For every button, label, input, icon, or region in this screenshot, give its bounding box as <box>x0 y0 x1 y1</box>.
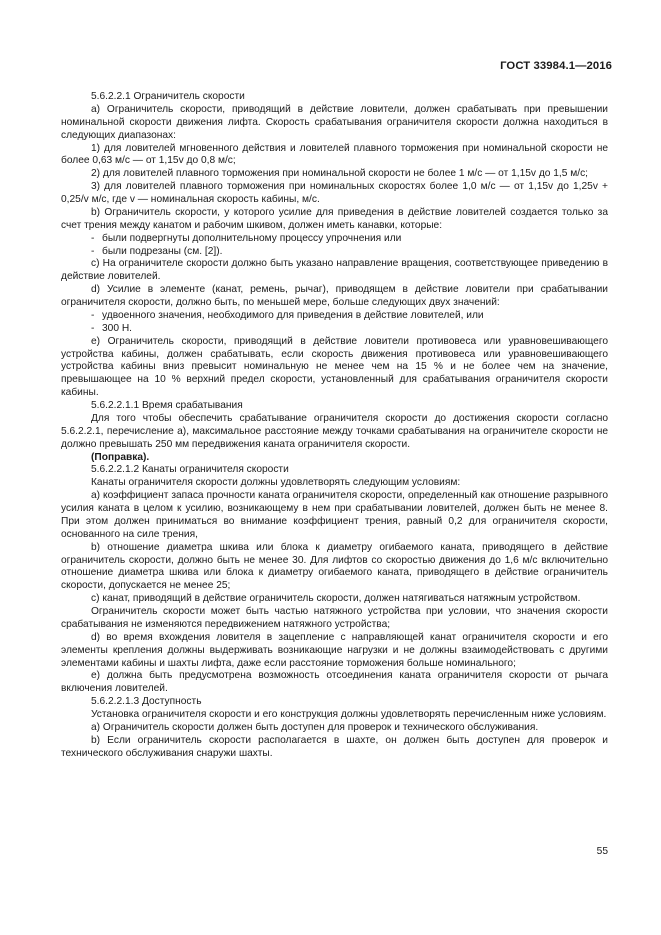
paragraph: Для того чтобы обеспечить срабатывание ограничителя скорости до достижения скорости согласно 5.6.2.2.1, перечисление a), максимальное расстояние между точками срабатывания на ограничителе скорости не должно превышать 250 мм передвижения каната ограничителя скорости. <box>61 412 608 450</box>
paragraph: e) должна быть предусмотрена возможность отсоединения каната ограничителя скорости от рычага включения ловителей. <box>61 670 608 695</box>
paragraph: d) Усилие в элементе (канат, ремень, рычаг), приводящем в действие ловители при срабатывании ограничителя скорости, должно быть, по меньшей мере, больше следующих двух значений: <box>61 284 608 308</box>
paragraph: 1) для ловителей мгновенного действия и ловителей плавного торможения при номинальной скорости не более 0,63 м/с — от 1,15v до 0,8 м/с; <box>61 142 608 167</box>
paragraph: c) На ограничителе скорости должно быть указано направление вращения, соответствующее приведению в действие ловителей. <box>61 258 608 283</box>
list-dash: - <box>91 322 95 334</box>
paragraph: 5.6.2.2.1.1 Время срабатывания <box>91 400 243 411</box>
list-item-text: были подвергнуты дополнительному процессу упрочнения или <box>102 232 402 244</box>
list-item <box>61 233 608 246</box>
list-item <box>61 246 608 259</box>
paragraph: d) во время вхождения ловителя в зацепление с направляющей канат ограничителя скорости и его элементы крепления должны выдерживать возникающие нагрузки и не должны взаимодействовать с другими элементами кабины и шахты лифта, даже если расстояние торможения больше номинального; <box>61 631 608 669</box>
paragraph: b) Ограничитель скорости, у которого усилие для приведения в действие ловителей создается только за счет трения между канатом и рабочим шкивом, должен иметь канавки, которые: <box>61 206 608 231</box>
list-item-text: 300 Н. <box>102 322 133 334</box>
document-body <box>61 91 608 761</box>
paragraph: b) Если ограничитель скорости располагается в шахте, он должен быть доступен для проверок и технического обслуживания снаружи шахты. <box>61 734 608 759</box>
paragraph: b) отношение диаметра шкива или блока к диаметру огибаемого каната, приводящего в действие ограничитель скорости, должно быть не менее 30. Для лифтов со скоростью движения до 1,6 м/с включительно отношение диаметра шкива или блока к диаметру огибаемого каната, приводящего в действие ограничитель скорости, допускается не менее 25; <box>61 541 608 592</box>
list-item <box>61 310 608 323</box>
paragraph: 5.6.2.2.1.3 Доступность <box>91 696 202 708</box>
list-item <box>61 323 608 336</box>
paragraph: e) Ограничитель скорости, приводящий в действие ловители противовеса или уравновешивающего устройства кабины, должен срабатывать, если скорость движения противовеса или уравновешивающего устройства кабины вниз превысит номинальную не менее чем на 15 % и не более чем на значение, превышающее на 10 % верхний предел скорости, установленный для срабатывания ограничителя скорости кабины. <box>61 335 608 399</box>
paragraph: 3) для ловителей плавного торможения при номинальных скоростях более 1,0 м/с — от 1,15v до 1,25v + 0,25/v м/с, где v — номинальная скорость кабины, м/с. <box>61 181 608 205</box>
paragraph: 2) для ловителей плавного торможения при номинальной скорости не более 1 м/с — от 1,15v до 1,5 м/с; <box>91 168 589 180</box>
paragraph: 5.6.2.2.1 Ограничитель скорости <box>91 91 245 102</box>
page-number: 55 <box>596 846 608 857</box>
paragraph: 5.6.2.2.1.2 Канаты ограничителя скорости <box>91 464 289 476</box>
paragraph: Канаты ограничителя скорости должны удовлетворять следующим условиям: <box>91 477 461 489</box>
paragraph: Ограничитель скорости может быть частью натяжного устройства при условии, что значения скорости срабатывания не изменяются передвижением натяжного устройства; <box>61 606 608 630</box>
paragraph: c) канат, приводящий в действие ограничитель скорости, должен натягиваться натяжным устройством. <box>91 593 581 605</box>
paragraph: (Поправка). <box>91 451 150 463</box>
paragraph: Установка ограничителя скорости и его конструкция должны удовлетворять перечисленным ниже условиям. <box>91 709 607 720</box>
standard-code: ГОСТ 33984.1—2016 <box>500 60 612 72</box>
list-dash: - <box>91 245 95 257</box>
paragraph: a) Ограничитель скорости должен быть доступен для проверок и технического обслуживания. <box>91 721 539 733</box>
paragraph: a) коэффициент запаса прочности каната ограничителя скорости, определенный как отношение разрывного усилия каната в целом к усилию, возникающему в нем при срабатывании ловителей, должен быть не менее 8. При этом должен приниматься во внимание коэффициент трения, равный 0,2 для ограничителя скорости, основанного на силе трения, <box>61 490 608 540</box>
list-dash: - <box>91 232 95 244</box>
list-item-text: были подрезаны (см. [2]). <box>102 245 223 257</box>
list-dash: - <box>91 309 95 321</box>
list-item-text: удвоенного значения, необходимого для приведения в действие ловителей, или <box>102 309 484 321</box>
paragraph: а) Ограничитель скорости, приводящий в действие ловители, должен срабатывать при превышении номинальной скорости движения лифта. Скорость срабатывания ограничителя скорости должна находиться в следующих диапазонах: <box>61 103 608 141</box>
